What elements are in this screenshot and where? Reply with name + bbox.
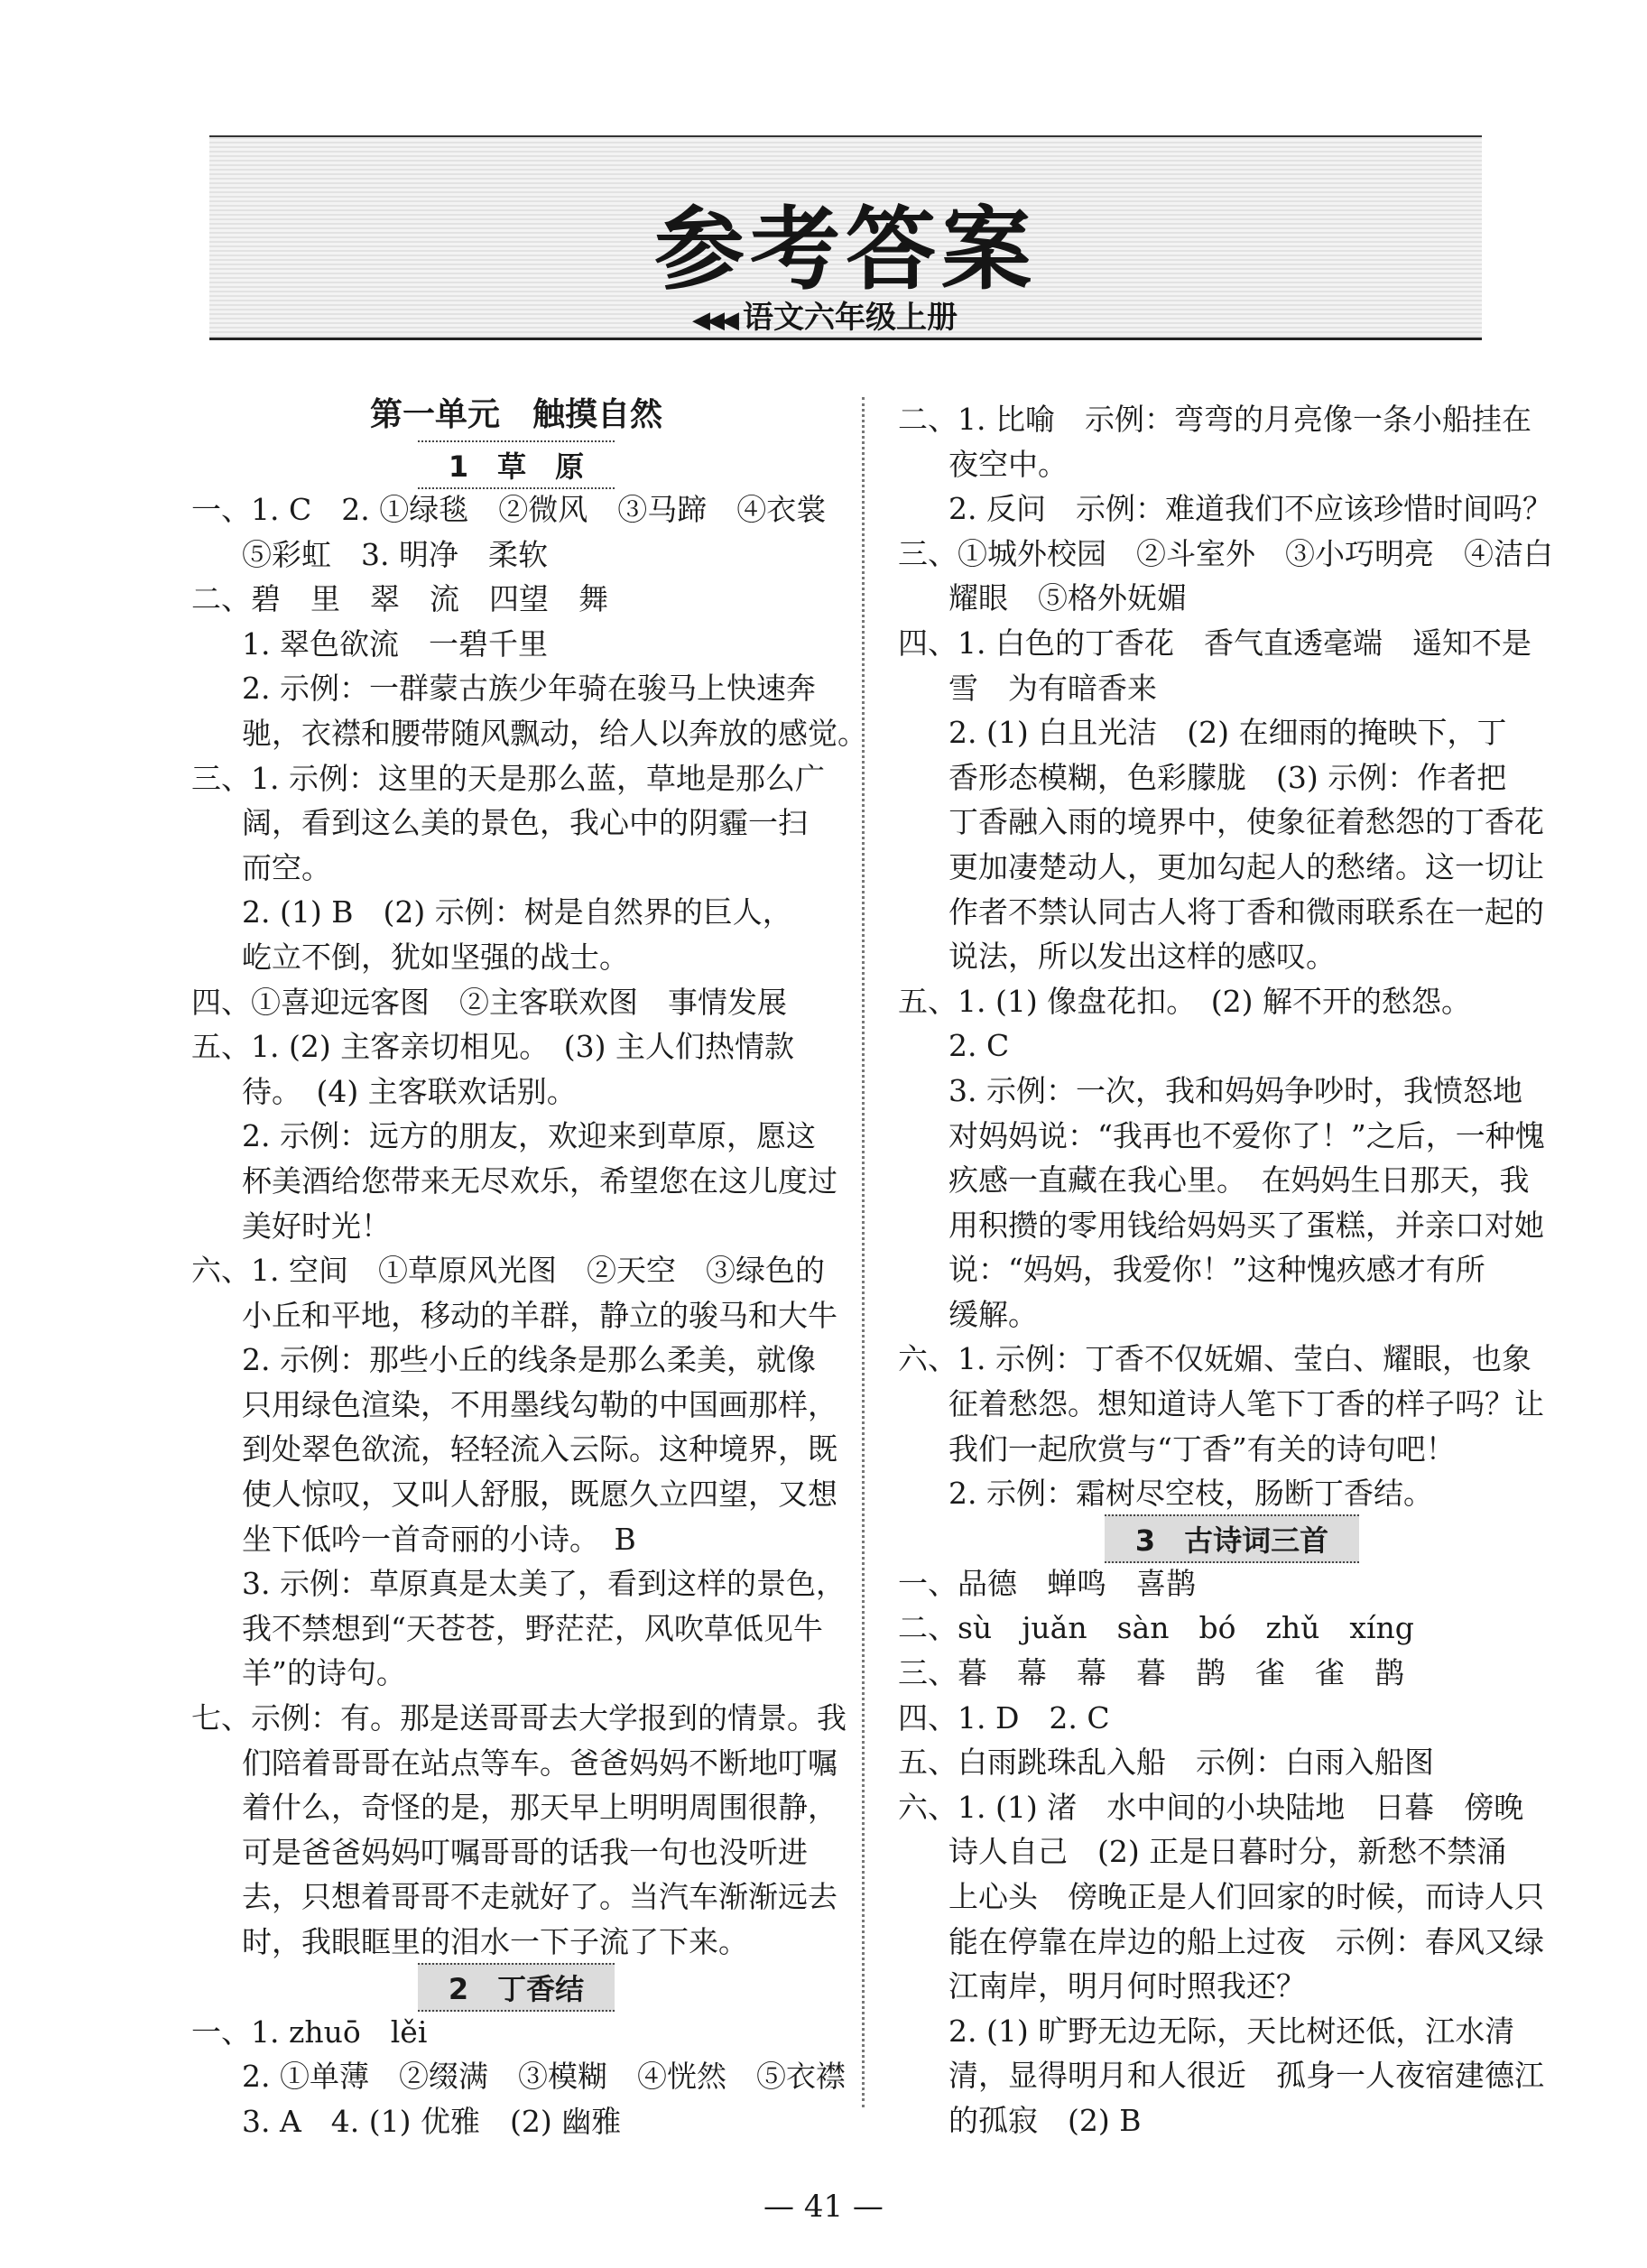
answer-line: 五、1. (2) 主客亲切相见。 (3) 主人们热情款 <box>191 1029 794 1065</box>
page-number: — 41 — <box>763 2189 884 2225</box>
answer-line: 驰，衣襟和腰带随风飘动，给人以奔放的感觉。 <box>242 715 867 751</box>
answer-line: 2. 示例：霜树尽空枝，肠断丁香结。 <box>948 1476 1433 1512</box>
answer-line: 2. 示例：那些小丘的线条是那么柔美，就像 <box>242 1342 816 1378</box>
answer-line: 能在停靠在岸边的船上过夜 示例：春风又绿 <box>948 1923 1544 1959</box>
answer-line: 香形态模糊，色彩朦胧 (3) 示例：作者把 <box>948 759 1507 795</box>
page-title: 参考答案 <box>654 197 1037 302</box>
right-column <box>898 397 1566 2143</box>
answer-line: 诗人自己 (2) 正是日暮时分，新愁不禁涌 <box>948 1834 1507 1870</box>
answer-line: 五、白雨跳珠乱入船 示例：白雨入船图 <box>898 1745 1434 1781</box>
answer-line: 缓解。 <box>948 1296 1038 1332</box>
answer-line: 们陪着哥哥在站点等车。爸爸妈妈不断地叮嘱 <box>242 1745 837 1781</box>
answer-line: 着什么，奇怪的是，那天早上明明周围很静， <box>242 1790 837 1826</box>
answer-line: 2. ①单薄 ②缀满 ③模糊 ④恍然 ⑤衣襟 <box>242 2059 846 2095</box>
answer-line: 3. 示例：一次，我和妈妈争吵时，我愤怒地 <box>948 1072 1522 1108</box>
answer-line: 上心头 傍晚正是人们回家的时候，而诗人只 <box>948 1879 1544 1914</box>
answer-header-banner <box>209 135 1482 340</box>
answer-line: 的孤寂 (2) B <box>948 2102 1142 2138</box>
answer-line: 2. (1) 白且光洁 (2) 在细雨的掩映下，丁 <box>948 715 1507 751</box>
answer-line: 一、1. zhuō lěi <box>191 2013 428 2050</box>
answer-line: ⑤彩虹 3. 明净 柔软 <box>242 536 548 572</box>
answer-line: 六、1. 空间 ①草原风光图 ②天空 ③绿色的 <box>191 1253 825 1289</box>
answer-line: 耀眼 ⑤格外妩媚 <box>948 580 1187 616</box>
answer-line: 更加凄楚动人，更加勾起人的愁绪。这一切让 <box>948 848 1544 884</box>
answer-line: 屹立不倒，犹如坚强的战士。 <box>242 939 629 975</box>
answer-line: 二、碧 里 翠 流 四望 舞 <box>191 581 608 617</box>
left-column <box>191 388 867 2143</box>
answer-line: 雪 为有暗香来 <box>948 670 1157 706</box>
answer-line: 羊”的诗句。 <box>242 1655 406 1691</box>
answer-line: 美好时光！ <box>242 1208 391 1244</box>
answer-line: 一、1. C 2. ①绿毯 ②微风 ③马蹄 ④衣裳 <box>191 492 827 527</box>
answer-line: 时，我眼眶里的泪水一下子流了下来。 <box>242 1924 748 1959</box>
header-rule <box>209 338 1482 340</box>
answer-line: 2. (1) 旷野无边无际，天比树还低，江水清 <box>948 2013 1515 2049</box>
answer-line: 2. 反问 示例：难道我们不应该珍惜时间吗？ <box>948 491 1552 527</box>
answer-line: 二、1. 比喻 示例：弯弯的月亮像一条小船挂在 <box>898 402 1531 437</box>
column-divider <box>862 397 865 2107</box>
answer-line: 说：“妈妈，我爱你！”这种愧疚感才有所 <box>948 1252 1485 1288</box>
answer-line: 只用绿色渲染，不用墨线勾勒的中国画那样， <box>242 1386 837 1422</box>
answer-line: 江南岸，明月何时照我还？ <box>948 1968 1306 2004</box>
answer-line: 六、1. 示例：丁香不仅妩媚、莹白、耀眼，也象 <box>898 1341 1531 1377</box>
answer-line: 说法，所以发出这样的感叹。 <box>948 939 1336 975</box>
answer-line: 到处翠色欲流，轻轻流入云际。这种境界，既 <box>242 1431 837 1467</box>
section-heading: 1 草 原 <box>191 442 841 487</box>
subtitle <box>692 292 958 337</box>
answer-line: 丁香融入雨的境界中，使象征着愁怨的丁香花 <box>948 804 1544 840</box>
answer-line: 七、示例：有。那是送哥哥去大学报到的情景。我 <box>191 1700 847 1736</box>
answer-line: 3. A 4. (1) 优雅 (2) 幽雅 <box>242 2103 622 2139</box>
answer-line: 1. 翠色欲流 一碧千里 <box>242 625 548 662</box>
answer-line: 五、1. (1) 像盘花扣。 (2) 解不开的愁怨。 <box>898 983 1471 1019</box>
answer-line: 六、1. (1) 渚 水中间的小块陆地 日暮 傍晚 <box>898 1789 1524 1825</box>
answer-line: 一、品德 蝉鸣 喜鹊 <box>898 1565 1196 1601</box>
answer-line: 使人惊叹，又叫人舒服，既愿久立四望，又想 <box>242 1477 837 1513</box>
answer-line: 2. C <box>948 1028 1010 1064</box>
answer-line: 四、1. 白色的丁香花 香气直透毫端 遥知不是 <box>898 625 1531 661</box>
answer-line: 征着愁怨。想知道诗人笔下丁香的样子吗？让 <box>948 1386 1544 1422</box>
arrow-icon: ◀◀◀ <box>692 307 736 334</box>
answer-line: 阔，看到这么美的景色，我心中的阴霾一扫 <box>242 805 808 841</box>
answer-line: 疚感一直藏在我心里。 在妈妈生日那天，我 <box>948 1162 1530 1199</box>
answer-line: 夜空中。 <box>948 446 1068 482</box>
answer-line: 小丘和平地，移动的羊群，静立的骏马和大牛 <box>242 1297 837 1333</box>
answer-line: 对妈妈说：“我再也不爱你了！”之后，一种愧 <box>948 1117 1545 1153</box>
answer-line: 三、①城外校园 ②斗室外 ③小巧明亮 ④洁白 <box>898 535 1553 571</box>
answer-line: 2. 示例：一群蒙古族少年骑在骏马上快速奔 <box>242 671 816 707</box>
answer-line: 2. 示例：远方的朋友，欢迎来到草原，愿这 <box>242 1118 816 1154</box>
answer-line: 去，只想着哥哥不走就好了。当汽车渐渐远去 <box>242 1879 837 1915</box>
unit-title: 第一单元 触摸自然 <box>369 396 662 433</box>
answer-line: 杯美酒给您带来无尽欢乐，希望您在这儿度过 <box>242 1162 837 1199</box>
answer-line: 三、1. 示例：这里的天是那么蓝，草地是那么广 <box>191 760 825 796</box>
answer-line: 四、1. D 2. C <box>898 1699 1110 1736</box>
answer-line: 四、①喜迎远客图 ②主客联欢图 事情发展 <box>191 984 787 1020</box>
section-heading: 3 古诗词三首 <box>898 1516 1566 1561</box>
answer-line: 2. (1) B (2) 示例：树是自然界的巨人， <box>242 894 792 930</box>
answer-line: 可是爸爸妈妈叮嘱哥哥的话我一句也没听进 <box>242 1834 808 1870</box>
answer-line: 清，显得明月和人很近 孤身一人夜宿建德江 <box>948 2058 1544 2094</box>
answer-line: 用积攒的零用钱给妈妈买了蛋糕，并亲口对她 <box>948 1207 1544 1243</box>
answer-line: 作者不禁认同古人将丁香和微雨联系在一起的 <box>948 893 1544 930</box>
answer-line: 三、暮 幕 幕 暮 鹊 雀 雀 鹊 <box>898 1655 1404 1691</box>
answer-line: 而空。 <box>242 849 331 885</box>
answer-line: 坐下低吟一首奇丽的小诗。 B <box>242 1521 636 1557</box>
answer-line: 待。 (4) 主客联欢话别。 <box>242 1073 577 1109</box>
subtitle-text: 语文六年级上册 <box>743 300 958 336</box>
answer-line: 我们一起欣赏与“丁香”有关的诗句吧！ <box>948 1430 1456 1467</box>
answer-line: 二、sù juǎn sàn bó zhǔ xíng <box>898 1610 1414 1646</box>
answer-line: 我不禁想到“天苍苍，野茫茫，风吹草低见牛 <box>242 1610 823 1646</box>
answer-line: 3. 示例：草原真是太美了，看到这样的景色， <box>242 1566 846 1602</box>
section-heading: 2 丁香结 <box>191 1965 841 2010</box>
